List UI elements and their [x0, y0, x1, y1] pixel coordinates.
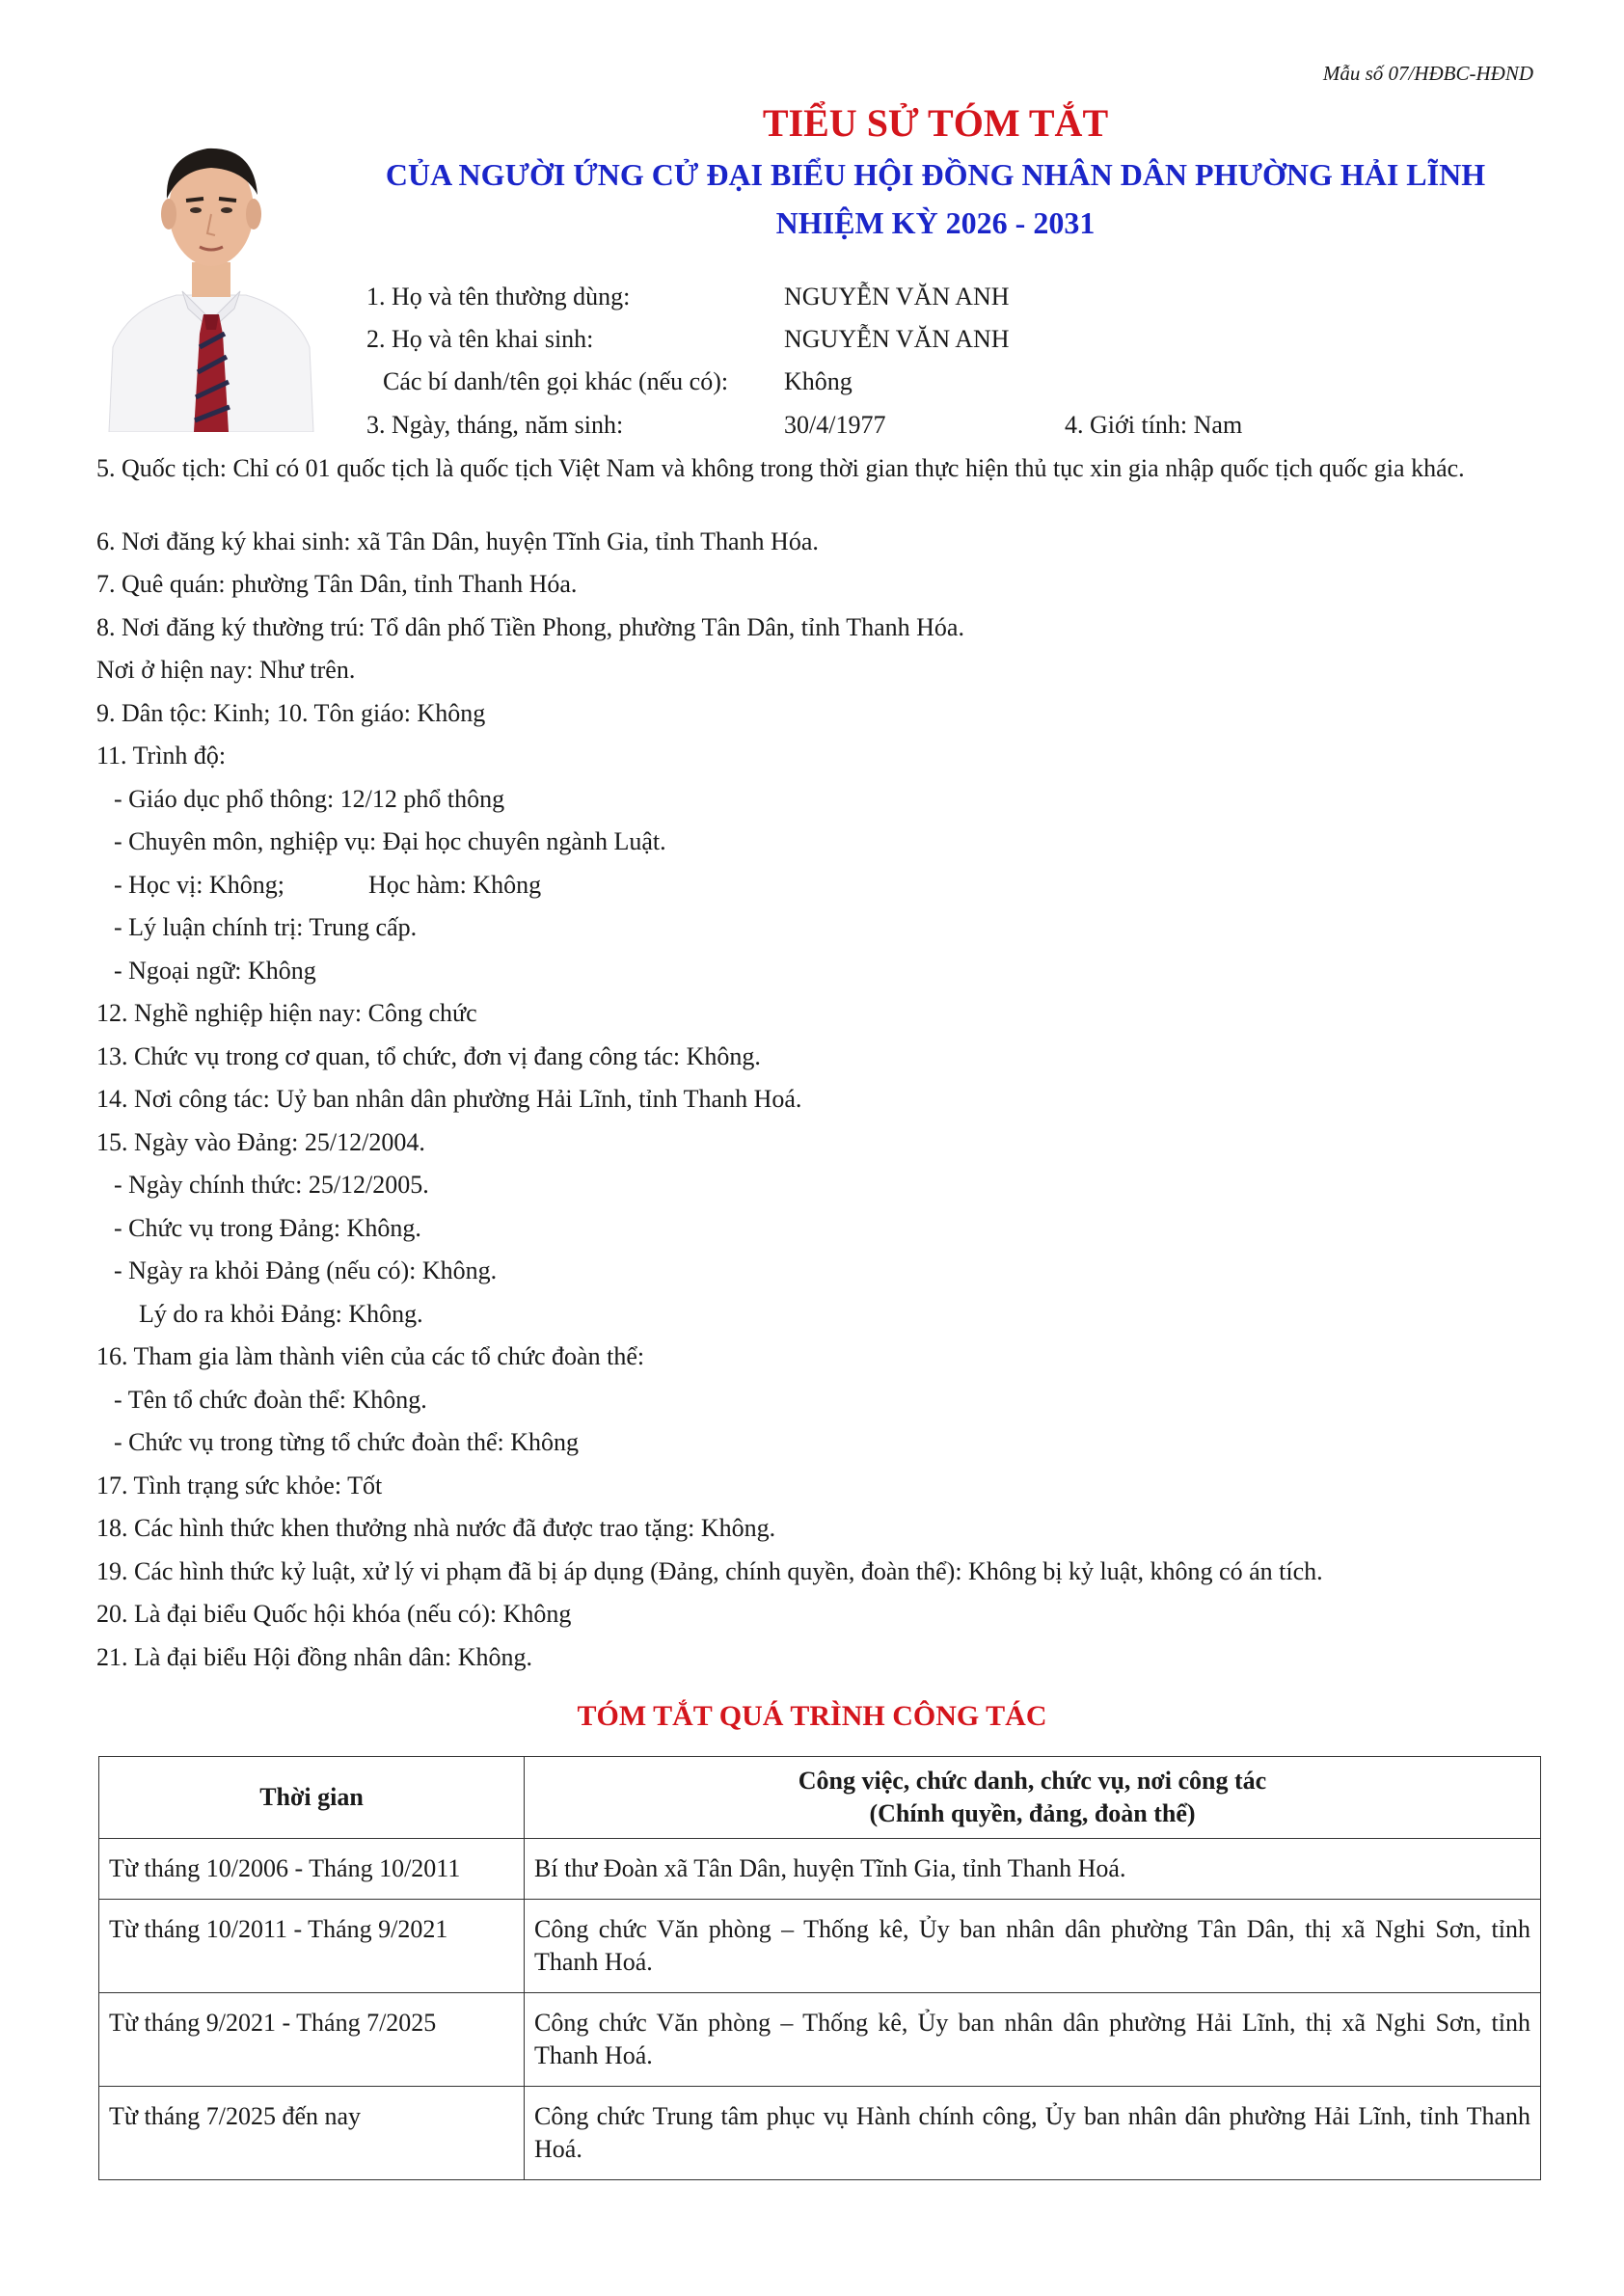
table-row [99, 1993, 1541, 2087]
organization-membership: 16. Tham gia làm thành viên của các tổ chức đoàn thể: [96, 1342, 645, 1370]
common-name-value: NGUYỄN VĂN ANH [784, 283, 1010, 311]
document-title: TIỂU SỬ TÓM TẮT [762, 101, 1109, 145]
council-delegate: 21. Là đại biểu Hội đồng nhân dân: Không. [96, 1643, 533, 1671]
row-work: Công chức Trung tâm phục vụ Hành chính công, Ủy ban nhân dân phường Hải Lĩnh, tỉnh Thanh Hoá. [525, 2087, 1541, 2180]
ethnicity-religion: 9. Dân tộc: Kinh; 10. Tôn giáo: Không [96, 699, 486, 727]
alias-label: Các bí danh/tên gọi khác (nếu có): [383, 367, 729, 395]
table-row [99, 1900, 1541, 1993]
header-work-line1: Công việc, chức danh, chức vụ, nơi công tác [798, 1767, 1267, 1795]
political-theory: - Lý luận chính trị: Trung cấp. [114, 913, 418, 941]
party-position: - Chức vụ trong Đảng: Không. [114, 1214, 421, 1242]
academic-title: Học hàm: Không [368, 871, 542, 899]
title-block [357, 96, 1514, 247]
header-work [525, 1757, 1541, 1839]
row-time: Từ tháng 9/2021 - Tháng 7/2025 [99, 1993, 525, 2087]
permanent-residence: 8. Nơi đăng ký thường trú: Tổ dân phố Tiền Phong, phường Tân Dân, tỉnh Thanh Hóa. [96, 613, 964, 641]
row-time: Từ tháng 7/2025 đến nay [99, 2087, 525, 2180]
party-leave-reason: Lý do ra khỏi Đảng: Không. [139, 1300, 423, 1328]
foreign-language: - Ngoại ngữ: Không [114, 957, 316, 985]
row-time: Từ tháng 10/2011 - Tháng 9/2021 [99, 1900, 525, 1993]
birth-name-label: 2. Họ và tên khai sinh: [366, 325, 594, 353]
general-education: - Giáo dục phổ thông: 12/12 phổ thông [114, 785, 505, 813]
party-join-date: 15. Ngày vào Đảng: 25/12/2004. [96, 1128, 425, 1156]
alias-value: Không [784, 367, 853, 395]
row-work: Công chức Văn phòng – Thống kê, Ủy ban nhân dân phường Hải Lĩnh, thị xã Nghi Sơn, tỉnh Thanh Hoá. [525, 1993, 1541, 2087]
party-leave-date: - Ngày ra khỏi Đảng (nếu có): Không. [114, 1256, 498, 1284]
header-work-line2: (Chính quyền, đảng, đoàn thể) [869, 1799, 1196, 1827]
party-official-date: - Ngày chính thức: 25/12/2005. [114, 1171, 429, 1199]
current-position: 13. Chức vụ trong cơ quan, tổ chức, đơn vị đang công tác: Không. [96, 1042, 761, 1070]
document-subtitle: CỦA NGƯỜI ỨNG CỬ ĐẠI BIỂU HỘI ĐỒNG NHÂN DÂN PHƯỜNG HẢI LĨNH [385, 157, 1486, 192]
table-row [99, 1839, 1541, 1900]
health-status: 17. Tình trạng sức khỏe: Tốt [96, 1472, 383, 1499]
common-name-label: 1. Họ và tên thường dùng: [366, 283, 631, 311]
row-work: Công chức Văn phòng – Thống kê, Ủy ban nhân dân phường Tân Dân, thị xã Nghi Sơn, tỉnh Thanh Hoá. [525, 1900, 1541, 1993]
career-summary-title: TÓM TẮT QUÁ TRÌNH CÔNG TÁC [577, 1700, 1047, 1732]
national-assembly-delegate: 20. Là đại biểu Quốc hội khóa (nếu có): Không [96, 1600, 572, 1628]
header-time: Thời gian [99, 1757, 525, 1839]
portrait-photo-image [99, 106, 323, 432]
current-occupation: 12. Nghề nghiệp hiện nay: Công chức [96, 999, 477, 1027]
hometown: 7. Quê quán: phường Tân Dân, tỉnh Thanh Hóa. [96, 570, 578, 598]
birth-name-value: NGUYỄN VĂN ANH [784, 325, 1010, 353]
term-title: NHIỆM KỲ 2026 - 2031 [775, 205, 1096, 240]
career-table-header [99, 1757, 1541, 1839]
organization-position: - Chức vụ trong từng tổ chức đoàn thể: Không [114, 1428, 580, 1456]
row-time: Từ tháng 10/2006 - Tháng 10/2011 [99, 1839, 525, 1900]
awards: 18. Các hình thức khen thưởng nhà nước đã được trao tặng: Không. [96, 1514, 776, 1542]
career-table [98, 1756, 1541, 2180]
birth-registration-place: 6. Nơi đăng ký khai sinh: xã Tân Dân, huyện Tĩnh Gia, tỉnh Thanh Hóa. [96, 527, 819, 555]
gender: 4. Giới tính: Nam [1065, 411, 1243, 439]
table-row [99, 2087, 1541, 2180]
row-work: Bí thư Đoàn xã Tân Dân, huyện Tĩnh Gia, tỉnh Thanh Hoá. [525, 1839, 1541, 1900]
disciplinary-record: 19. Các hình thức kỷ luật, xử lý vi phạm đã bị áp dụng (Đảng, chính quyền, đoàn thể): Không bị kỷ luật, không có án tích. [96, 1557, 1323, 1585]
portrait-photo [99, 106, 323, 432]
education-heading: 11. Trình độ: [96, 742, 227, 770]
dob-label: 3. Ngày, tháng, năm sinh: [366, 411, 624, 439]
workplace: 14. Nơi công tác: Uỷ ban nhân dân phường Hải Lĩnh, tỉnh Thanh Hoá. [96, 1085, 802, 1113]
nationality: 5. Quốc tịch: Chỉ có 01 quốc tịch là quốc tịch Việt Nam và không trong thời gian thực hiện thủ tục xin gia nhập quốc tịch quốc gia khác. [96, 454, 1465, 482]
professional-qualification: - Chuyên môn, nghiệp vụ: Đại học chuyên ngành Luật. [114, 827, 666, 855]
academic-degree: - Học vị: Không; [114, 871, 284, 899]
dob-value: 30/4/1977 [784, 411, 886, 439]
current-residence: Nơi ở hiện nay: Như trên. [96, 656, 356, 684]
organization-name: - Tên tổ chức đoàn thể: Không. [114, 1386, 427, 1414]
form-number: Mẫu số 07/HĐBC-HĐND [1322, 62, 1533, 85]
